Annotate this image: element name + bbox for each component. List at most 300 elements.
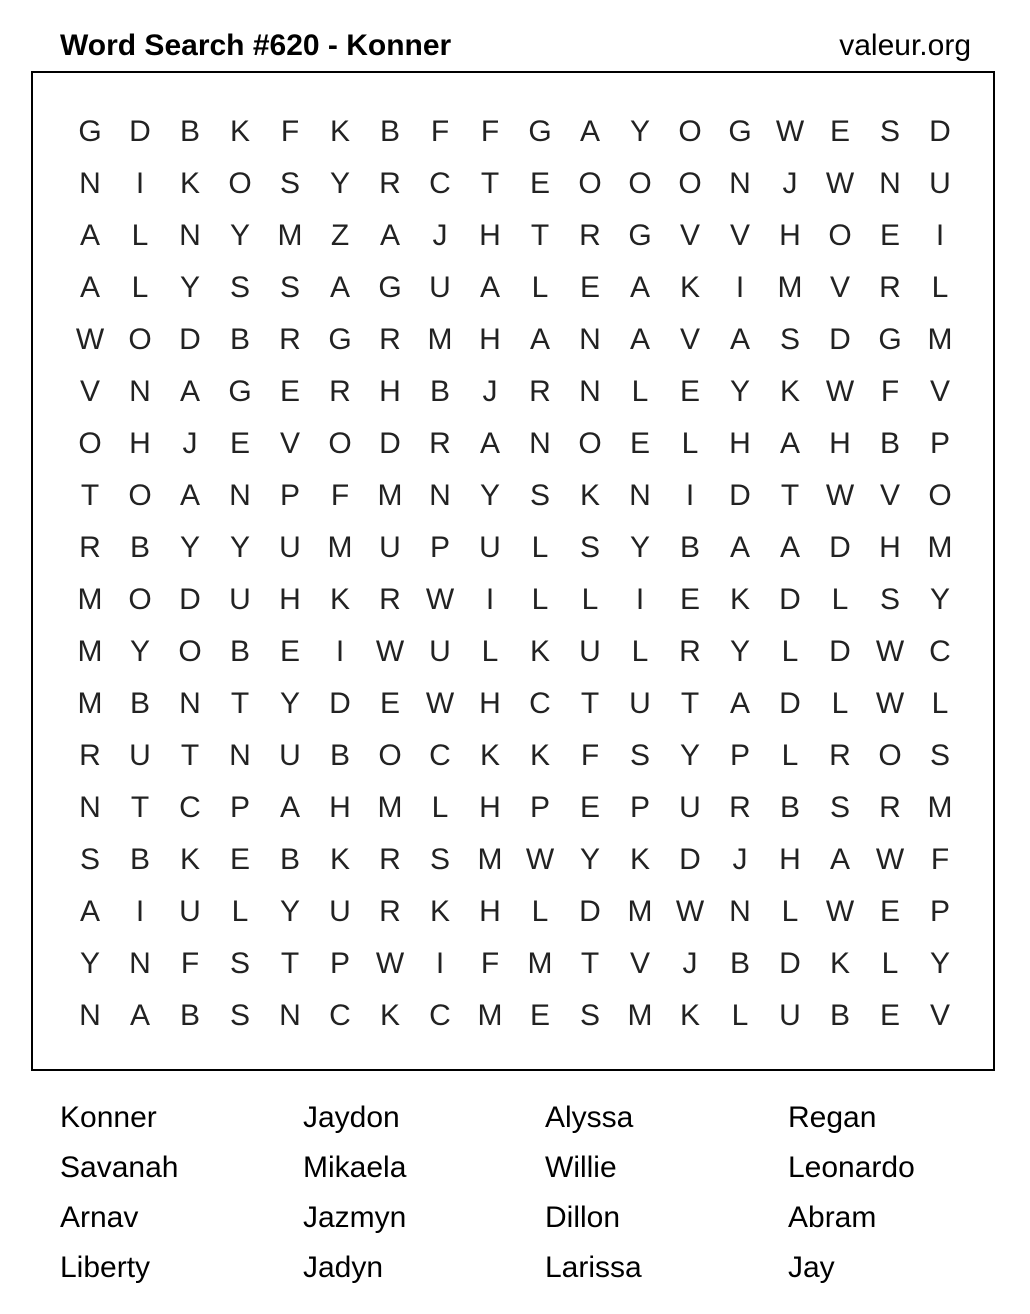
grid-letter[interactable]: S xyxy=(579,999,600,1032)
grid-letter[interactable]: Y xyxy=(629,115,650,148)
grid-letter[interactable]: S xyxy=(629,739,650,772)
grid-letter[interactable]: W xyxy=(375,635,405,668)
grid-letter[interactable]: O xyxy=(578,167,602,200)
grid-letter[interactable]: E xyxy=(679,375,700,408)
grid-letter[interactable]: C xyxy=(429,739,451,772)
grid-letter[interactable]: J xyxy=(432,219,448,252)
grid-letter[interactable]: U xyxy=(229,583,251,616)
grid-letter[interactable]: M xyxy=(377,791,403,824)
grid-letter[interactable]: S xyxy=(229,947,250,980)
grid-letter[interactable]: Y xyxy=(229,531,250,564)
grid-letter[interactable]: H xyxy=(479,219,501,252)
grid-letter[interactable]: H xyxy=(779,219,801,252)
grid-letter[interactable]: Y xyxy=(729,375,750,408)
grid-letter[interactable]: R xyxy=(79,531,101,564)
grid-letter[interactable]: S xyxy=(779,323,800,356)
grid-letter[interactable]: J xyxy=(782,167,798,200)
grid-letter[interactable]: L xyxy=(931,687,949,720)
grid-letter[interactable]: O xyxy=(128,323,152,356)
grid-letter[interactable]: I xyxy=(485,583,495,616)
grid-letter[interactable]: L xyxy=(131,271,149,304)
grid-letter[interactable]: A xyxy=(629,271,650,304)
grid-letter[interactable]: S xyxy=(229,999,250,1032)
grid-letter[interactable]: D xyxy=(379,427,401,460)
grid-letter[interactable]: L xyxy=(531,531,549,564)
grid-letter[interactable]: V xyxy=(629,947,650,980)
grid-letter[interactable]: M xyxy=(927,323,953,356)
grid-letter[interactable]: L xyxy=(131,219,149,252)
grid-letter[interactable]: I xyxy=(335,635,345,668)
grid-letter[interactable]: P xyxy=(329,947,350,980)
grid-letter[interactable]: E xyxy=(229,843,250,876)
grid-letter[interactable]: G xyxy=(228,375,252,408)
grid-letter[interactable]: A xyxy=(479,427,500,460)
grid-letter[interactable]: D xyxy=(829,323,851,356)
grid-letter[interactable]: O xyxy=(828,219,852,252)
grid-letter[interactable]: B xyxy=(179,115,200,148)
grid-letter[interactable]: A xyxy=(479,271,500,304)
grid-letter[interactable]: E xyxy=(529,167,550,200)
grid-letter[interactable]: K xyxy=(179,167,200,200)
grid-letter[interactable]: H xyxy=(479,895,501,928)
grid-letter[interactable]: D xyxy=(829,635,851,668)
grid-letter[interactable]: M xyxy=(77,635,103,668)
grid-letter[interactable]: A xyxy=(829,843,850,876)
grid-letter[interactable]: N xyxy=(529,427,551,460)
grid-letter[interactable]: B xyxy=(729,947,750,980)
grid-letter[interactable]: K xyxy=(479,739,500,772)
grid-letter[interactable]: M xyxy=(477,843,503,876)
grid-letter[interactable]: I xyxy=(435,947,445,980)
grid-letter[interactable]: Y xyxy=(129,635,150,668)
grid-letter[interactable]: H xyxy=(729,427,751,460)
grid-letter[interactable]: Y xyxy=(279,895,300,928)
grid-letter[interactable]: O xyxy=(228,167,252,200)
grid-letter[interactable]: C xyxy=(179,791,201,824)
grid-letter[interactable]: M xyxy=(77,583,103,616)
grid-letter[interactable]: E xyxy=(579,271,600,304)
grid-letter[interactable]: R xyxy=(579,219,601,252)
grid-letter[interactable]: R xyxy=(879,271,901,304)
grid-letter[interactable]: A xyxy=(629,323,650,356)
grid-letter[interactable]: T xyxy=(280,947,300,980)
grid-letter[interactable]: D xyxy=(729,479,751,512)
grid-letter[interactable]: A xyxy=(279,791,300,824)
grid-letter[interactable]: Z xyxy=(330,219,350,252)
grid-letter[interactable]: W xyxy=(825,167,855,200)
grid-letter[interactable]: M xyxy=(327,531,353,564)
grid-letter[interactable]: N xyxy=(279,999,301,1032)
grid-letter[interactable]: N xyxy=(629,479,651,512)
grid-letter[interactable]: W xyxy=(775,115,805,148)
grid-letter[interactable]: V xyxy=(679,219,700,252)
grid-letter[interactable]: N xyxy=(729,895,751,928)
grid-letter[interactable]: S xyxy=(579,531,600,564)
grid-letter[interactable]: E xyxy=(879,219,900,252)
grid-letter[interactable]: O xyxy=(378,739,402,772)
grid-letter[interactable]: N xyxy=(179,219,201,252)
grid-letter[interactable]: O xyxy=(678,167,702,200)
grid-letter[interactable]: B xyxy=(379,115,400,148)
grid-letter[interactable]: O xyxy=(678,115,702,148)
grid-letter[interactable]: R xyxy=(379,167,401,200)
grid-letter[interactable]: K xyxy=(329,115,350,148)
grid-letter[interactable]: H xyxy=(279,583,301,616)
grid-letter[interactable]: K xyxy=(779,375,800,408)
grid-letter[interactable]: P xyxy=(279,479,300,512)
grid-letter[interactable]: K xyxy=(329,843,350,876)
grid-letter[interactable]: K xyxy=(179,843,200,876)
grid-letter[interactable]: R xyxy=(329,375,351,408)
grid-letter[interactable]: H xyxy=(479,687,501,720)
grid-letter[interactable]: B xyxy=(129,843,150,876)
grid-letter[interactable]: Y xyxy=(929,947,950,980)
grid-letter[interactable]: U xyxy=(929,167,951,200)
grid-letter[interactable]: W xyxy=(875,687,905,720)
grid-letter[interactable]: L xyxy=(831,583,849,616)
grid-letter[interactable]: W xyxy=(875,635,905,668)
grid-letter[interactable]: R xyxy=(429,427,451,460)
grid-letter[interactable]: G xyxy=(728,115,752,148)
grid-letter[interactable]: S xyxy=(279,271,300,304)
grid-letter[interactable]: M xyxy=(477,999,503,1032)
grid-letter[interactable]: C xyxy=(429,999,451,1032)
grid-letter[interactable]: V xyxy=(879,479,900,512)
grid-letter[interactable]: W xyxy=(875,843,905,876)
grid-letter[interactable]: K xyxy=(329,583,350,616)
grid-letter[interactable]: U xyxy=(379,531,401,564)
grid-letter[interactable]: N xyxy=(879,167,901,200)
grid-letter[interactable]: D xyxy=(929,115,951,148)
grid-letter[interactable]: E xyxy=(579,791,600,824)
grid-letter[interactable]: C xyxy=(329,999,351,1032)
grid-letter[interactable]: A xyxy=(179,375,200,408)
grid-letter[interactable]: R xyxy=(379,895,401,928)
grid-letter[interactable]: D xyxy=(179,583,201,616)
grid-letter[interactable]: T xyxy=(580,947,600,980)
grid-letter[interactable]: V xyxy=(929,999,950,1032)
grid-letter[interactable]: R xyxy=(379,843,401,876)
grid-letter[interactable]: W xyxy=(375,947,405,980)
grid-letter[interactable]: S xyxy=(529,479,550,512)
grid-letter[interactable]: J xyxy=(682,947,698,980)
grid-letter[interactable]: U xyxy=(429,635,451,668)
grid-letter[interactable]: O xyxy=(928,479,952,512)
grid-letter[interactable]: N xyxy=(179,687,201,720)
grid-letter[interactable]: A xyxy=(179,479,200,512)
grid-letter[interactable]: A xyxy=(579,115,600,148)
grid-letter[interactable]: O xyxy=(178,635,202,668)
grid-letter[interactable]: O xyxy=(628,167,652,200)
grid-letter[interactable]: M xyxy=(627,999,653,1032)
grid-letter[interactable]: N xyxy=(129,947,151,980)
grid-letter[interactable]: G xyxy=(528,115,552,148)
grid-letter[interactable]: W xyxy=(675,895,705,928)
grid-letter[interactable]: L xyxy=(631,375,649,408)
grid-letter[interactable]: Y xyxy=(329,167,350,200)
grid-letter[interactable]: E xyxy=(629,427,650,460)
grid-letter[interactable]: H xyxy=(479,791,501,824)
grid-letter[interactable]: R xyxy=(879,791,901,824)
grid-letter[interactable]: Y xyxy=(679,739,700,772)
grid-letter[interactable]: V xyxy=(929,375,950,408)
grid-letter[interactable]: H xyxy=(879,531,901,564)
grid-letter[interactable]: W xyxy=(75,323,105,356)
grid-letter[interactable]: M xyxy=(77,687,103,720)
grid-letter[interactable]: W xyxy=(425,687,455,720)
grid-letter[interactable]: L xyxy=(631,635,649,668)
grid-letter[interactable]: K xyxy=(629,843,650,876)
grid-letter[interactable]: Y xyxy=(629,531,650,564)
grid-letter[interactable]: P xyxy=(929,427,950,460)
grid-letter[interactable]: O xyxy=(328,427,352,460)
grid-letter[interactable]: V xyxy=(829,271,850,304)
grid-letter[interactable]: K xyxy=(229,115,250,148)
grid-letter[interactable]: J xyxy=(732,843,748,876)
grid-letter[interactable]: O xyxy=(78,427,102,460)
grid-letter[interactable]: D xyxy=(179,323,201,356)
grid-letter[interactable]: A xyxy=(779,531,800,564)
grid-letter[interactable]: P xyxy=(729,739,750,772)
grid-letter[interactable]: I xyxy=(135,895,145,928)
grid-letter[interactable]: E xyxy=(229,427,250,460)
grid-letter[interactable]: E xyxy=(879,895,900,928)
grid-letter[interactable]: L xyxy=(231,895,249,928)
grid-letter[interactable]: L xyxy=(531,583,549,616)
grid-letter[interactable]: H xyxy=(829,427,851,460)
grid-letter[interactable]: A xyxy=(379,219,400,252)
grid-letter[interactable]: Y xyxy=(79,947,100,980)
grid-letter[interactable]: N xyxy=(429,479,451,512)
grid-letter[interactable]: F xyxy=(280,115,300,148)
grid-letter[interactable]: L xyxy=(481,635,499,668)
grid-letter[interactable]: A xyxy=(729,687,750,720)
grid-letter[interactable]: L xyxy=(881,947,899,980)
grid-letter[interactable]: J xyxy=(482,375,498,408)
grid-letter[interactable]: L xyxy=(581,583,599,616)
grid-letter[interactable]: H xyxy=(479,323,501,356)
grid-letter[interactable]: I xyxy=(635,583,645,616)
grid-letter[interactable]: F xyxy=(430,115,450,148)
grid-letter[interactable]: R xyxy=(679,635,701,668)
grid-letter[interactable]: C xyxy=(929,635,951,668)
grid-letter[interactable]: L xyxy=(531,271,549,304)
grid-letter[interactable]: E xyxy=(829,115,850,148)
grid-letter[interactable]: I xyxy=(935,219,945,252)
grid-letter[interactable]: K xyxy=(729,583,750,616)
grid-letter[interactable]: A xyxy=(729,531,750,564)
grid-letter[interactable]: V xyxy=(79,375,100,408)
grid-letter[interactable]: E xyxy=(379,687,400,720)
grid-letter[interactable]: S xyxy=(829,791,850,824)
grid-letter[interactable]: N xyxy=(129,375,151,408)
grid-letter[interactable]: R xyxy=(279,323,301,356)
grid-letter[interactable]: W xyxy=(825,375,855,408)
grid-letter[interactable]: D xyxy=(679,843,701,876)
grid-letter[interactable]: G xyxy=(628,219,652,252)
grid-letter[interactable]: A xyxy=(79,271,100,304)
grid-letter[interactable]: B xyxy=(779,791,800,824)
grid-letter[interactable]: I xyxy=(685,479,695,512)
grid-letter[interactable]: L xyxy=(781,635,799,668)
grid-letter[interactable]: T xyxy=(480,167,500,200)
grid-letter[interactable]: C xyxy=(529,687,551,720)
grid-letter[interactable]: Y xyxy=(929,583,950,616)
grid-letter[interactable]: P xyxy=(529,791,550,824)
grid-letter[interactable]: L xyxy=(781,895,799,928)
grid-letter[interactable]: T xyxy=(680,687,700,720)
grid-letter[interactable]: T xyxy=(780,479,800,512)
grid-letter[interactable]: O xyxy=(878,739,902,772)
grid-letter[interactable]: S xyxy=(79,843,100,876)
grid-letter[interactable]: T xyxy=(230,687,250,720)
grid-letter[interactable]: B xyxy=(129,531,150,564)
grid-letter[interactable]: B xyxy=(879,427,900,460)
grid-letter[interactable]: R xyxy=(79,739,101,772)
grid-letter[interactable]: G xyxy=(378,271,402,304)
grid-letter[interactable]: W xyxy=(825,895,855,928)
grid-letter[interactable]: B xyxy=(429,375,450,408)
grid-letter[interactable]: Y xyxy=(229,219,250,252)
grid-letter[interactable]: D xyxy=(779,583,801,616)
grid-letter[interactable]: V xyxy=(679,323,700,356)
grid-letter[interactable]: E xyxy=(879,999,900,1032)
grid-letter[interactable]: U xyxy=(679,791,701,824)
grid-letter[interactable]: Y xyxy=(279,687,300,720)
grid-letter[interactable]: M xyxy=(427,323,453,356)
grid-letter[interactable]: F xyxy=(180,947,200,980)
grid-letter[interactable]: B xyxy=(179,999,200,1032)
grid-letter[interactable]: D xyxy=(779,947,801,980)
grid-letter[interactable]: N xyxy=(79,999,101,1032)
grid-letter[interactable]: N xyxy=(79,791,101,824)
grid-letter[interactable]: A xyxy=(529,323,550,356)
grid-letter[interactable]: P xyxy=(929,895,950,928)
grid-letter[interactable]: V xyxy=(729,219,750,252)
grid-letter[interactable]: M xyxy=(927,791,953,824)
grid-letter[interactable]: A xyxy=(79,219,100,252)
grid-letter[interactable]: P xyxy=(629,791,650,824)
grid-letter[interactable]: T xyxy=(180,739,200,772)
grid-letter[interactable]: U xyxy=(429,271,451,304)
grid-letter[interactable]: T xyxy=(530,219,550,252)
grid-letter[interactable]: K xyxy=(379,999,400,1032)
grid-letter[interactable]: R xyxy=(729,791,751,824)
grid-letter[interactable]: U xyxy=(129,739,151,772)
grid-letter[interactable]: Y xyxy=(179,271,200,304)
grid-letter[interactable]: F xyxy=(930,843,950,876)
grid-letter[interactable]: K xyxy=(579,479,600,512)
grid-letter[interactable]: D xyxy=(129,115,151,148)
grid-letter[interactable]: L xyxy=(431,791,449,824)
grid-letter[interactable]: A xyxy=(329,271,350,304)
grid-letter[interactable]: R xyxy=(529,375,551,408)
grid-letter[interactable]: I xyxy=(735,271,745,304)
grid-letter[interactable]: O xyxy=(128,479,152,512)
grid-letter[interactable]: A xyxy=(729,323,750,356)
grid-letter[interactable]: G xyxy=(878,323,902,356)
grid-letter[interactable]: M xyxy=(277,219,303,252)
grid-letter[interactable]: F xyxy=(480,115,500,148)
grid-letter[interactable]: L xyxy=(781,739,799,772)
grid-letter[interactable]: D xyxy=(579,895,601,928)
grid-letter[interactable]: J xyxy=(182,427,198,460)
grid-letter[interactable]: Y xyxy=(729,635,750,668)
grid-letter[interactable]: N xyxy=(229,739,251,772)
grid-letter[interactable]: B xyxy=(229,323,250,356)
grid-letter[interactable]: R xyxy=(379,583,401,616)
grid-letter[interactable]: C xyxy=(429,167,451,200)
grid-letter[interactable]: E xyxy=(279,375,300,408)
grid-letter[interactable]: S xyxy=(429,843,450,876)
grid-letter[interactable]: W xyxy=(425,583,455,616)
grid-letter[interactable]: B xyxy=(329,739,350,772)
grid-letter[interactable]: E xyxy=(679,583,700,616)
grid-letter[interactable]: N xyxy=(579,323,601,356)
grid-letter[interactable]: U xyxy=(479,531,501,564)
grid-letter[interactable]: S xyxy=(279,167,300,200)
grid-letter[interactable]: W xyxy=(525,843,555,876)
grid-letter[interactable]: I xyxy=(135,167,145,200)
grid-letter[interactable]: T xyxy=(580,687,600,720)
grid-letter[interactable]: V xyxy=(279,427,300,460)
grid-letter[interactable]: B xyxy=(279,843,300,876)
grid-letter[interactable]: M xyxy=(777,271,803,304)
grid-letter[interactable]: N xyxy=(579,375,601,408)
grid-letter[interactable]: A xyxy=(779,427,800,460)
grid-letter[interactable]: N xyxy=(79,167,101,200)
grid-letter[interactable]: B xyxy=(679,531,700,564)
grid-letter[interactable]: K xyxy=(429,895,450,928)
grid-letter[interactable]: W xyxy=(825,479,855,512)
grid-letter[interactable]: G xyxy=(328,323,352,356)
grid-letter[interactable]: K xyxy=(529,739,550,772)
grid-letter[interactable]: R xyxy=(829,739,851,772)
grid-letter[interactable]: E xyxy=(279,635,300,668)
grid-letter[interactable]: K xyxy=(679,271,700,304)
grid-letter[interactable]: U xyxy=(279,531,301,564)
grid-letter[interactable]: K xyxy=(679,999,700,1032)
grid-letter[interactable]: L xyxy=(931,271,949,304)
grid-letter[interactable]: H xyxy=(779,843,801,876)
grid-letter[interactable]: H xyxy=(379,375,401,408)
grid-letter[interactable]: F xyxy=(330,479,350,512)
grid-letter[interactable]: D xyxy=(779,687,801,720)
grid-letter[interactable]: F xyxy=(880,375,900,408)
grid-letter[interactable]: G xyxy=(78,115,102,148)
grid-letter[interactable]: D xyxy=(829,531,851,564)
grid-letter[interactable]: P xyxy=(229,791,250,824)
grid-letter[interactable]: F xyxy=(580,739,600,772)
grid-letter[interactable]: O xyxy=(128,583,152,616)
grid-letter[interactable]: L xyxy=(681,427,699,460)
grid-letter[interactable]: S xyxy=(879,583,900,616)
grid-letter[interactable]: L xyxy=(731,999,749,1032)
grid-letter[interactable]: U xyxy=(279,739,301,772)
grid-letter[interactable]: L xyxy=(831,687,849,720)
grid-letter[interactable]: M xyxy=(627,895,653,928)
grid-letter[interactable]: T xyxy=(130,791,150,824)
grid-letter[interactable]: U xyxy=(779,999,801,1032)
grid-letter[interactable]: U xyxy=(179,895,201,928)
grid-letter[interactable]: B xyxy=(129,687,150,720)
grid-letter[interactable]: F xyxy=(480,947,500,980)
grid-letter[interactable]: H xyxy=(329,791,351,824)
grid-letter[interactable]: P xyxy=(429,531,450,564)
grid-letter[interactable]: K xyxy=(829,947,850,980)
grid-letter[interactable]: M xyxy=(527,947,553,980)
grid-letter[interactable]: T xyxy=(80,479,100,512)
